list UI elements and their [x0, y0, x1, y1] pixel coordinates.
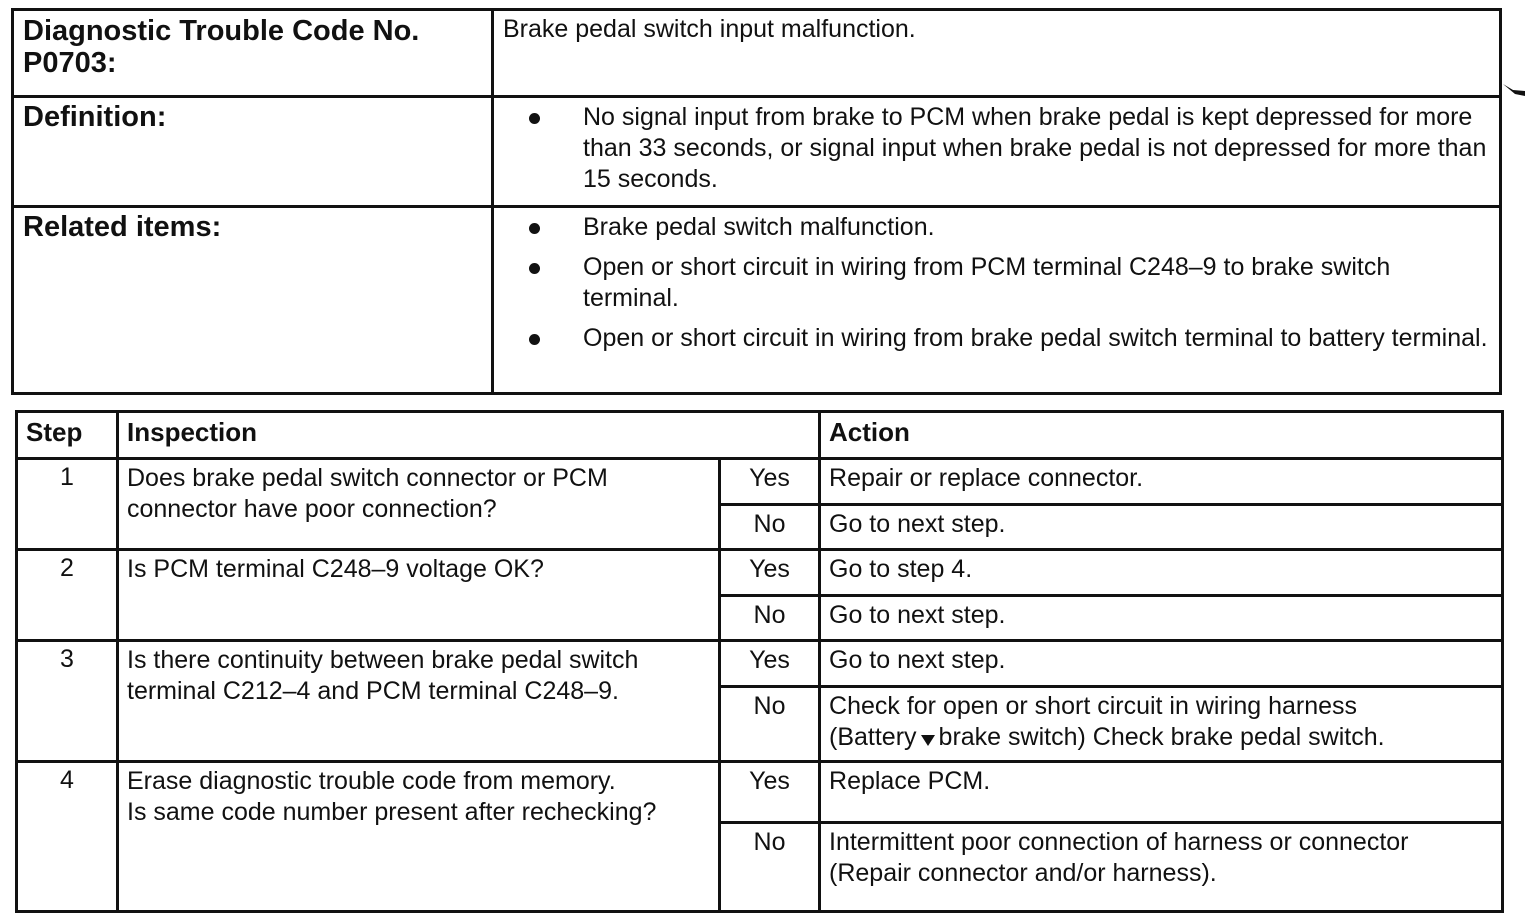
inspection-text: Is PCM terminal C248–9 voltage OK? [118, 550, 720, 641]
no-action-line: Check for open or short circuit in wiring harness [829, 692, 1358, 720]
related-item-text: Open or short circuit in wiring from brake pedal switch terminal to battery terminal. [583, 324, 1488, 352]
step-number: 3 [17, 641, 118, 762]
bullet-dot-icon [529, 223, 540, 234]
step-row [17, 641, 1503, 687]
no-action: Go to next step. [820, 596, 1503, 641]
no-action [820, 687, 1503, 762]
inspection-steps-table [15, 410, 1504, 913]
no-action-text: (Battery [829, 723, 917, 751]
no-action-line [829, 722, 1495, 753]
related-item [503, 323, 1491, 354]
yes-label: Yes [720, 550, 820, 596]
inspection-text: Does brake pedal switch connector or PCM connector have poor connection? [118, 459, 720, 550]
yes-action: Go to next step. [820, 641, 1503, 687]
related-items-row [13, 207, 1501, 394]
dtc-code-label: Diagnostic Trouble Code No. P0703: [13, 10, 493, 97]
no-label: No [720, 823, 820, 912]
yes-label: Yes [720, 641, 820, 687]
no-label: No [720, 687, 820, 762]
yes-label: Yes [720, 762, 820, 823]
bullet-dot-icon [529, 334, 540, 345]
definition-row [13, 97, 1501, 207]
yes-action: Replace PCM. [820, 762, 1503, 823]
step-column-header: Step [17, 412, 118, 459]
inspection-text [118, 762, 720, 912]
bullet-dot-icon [529, 113, 540, 124]
dtc-code-description: Brake pedal switch input malfunction. [493, 10, 1501, 97]
dtc-header-table [11, 8, 1502, 395]
definition-cell [493, 97, 1501, 207]
no-action: Go to next step. [820, 505, 1503, 550]
definition-item-text: No signal input from brake to PCM when brake pedal is kept depressed for more than 33 seconds, or signal input when brake pedal is not depressed for more than 15 seconds. [583, 103, 1487, 193]
related-item-text: Brake pedal switch malfunction. [583, 213, 935, 241]
related-item [503, 212, 1491, 243]
no-action: Intermittent poor connection of harness or connector (Repair connector and/or harness). [820, 823, 1503, 912]
scan-mark-icon [1503, 82, 1527, 98]
inspection-line: Erase diagnostic trouble code from memory. [127, 767, 616, 795]
step-number: 1 [17, 459, 118, 550]
yes-action: Repair or replace connector. [820, 459, 1503, 505]
step-row [17, 459, 1503, 505]
no-action-text: brake switch) Check brake pedal switch. [938, 723, 1385, 751]
inspection-line: Is same code number present after rechecking? [127, 798, 657, 826]
related-item [503, 252, 1491, 314]
related-items-cell [493, 207, 1501, 394]
no-label: No [720, 505, 820, 550]
yes-label: Yes [720, 459, 820, 505]
step-number: 2 [17, 550, 118, 641]
no-label: No [720, 596, 820, 641]
yes-action: Go to step 4. [820, 550, 1503, 596]
steps-header-row [17, 412, 1503, 459]
related-items-label: Related items: [13, 207, 493, 394]
related-item-text: Open or short circuit in wiring from PCM terminal C248–9 to brake switch terminal. [583, 253, 1391, 312]
definition-label: Definition: [13, 97, 493, 207]
definition-list [503, 102, 1491, 195]
action-column-header: Action [820, 412, 1503, 459]
step-row [17, 762, 1503, 823]
dtc-code-row [13, 10, 1501, 97]
step-row [17, 550, 1503, 596]
arrow-down-icon [921, 735, 935, 746]
inspection-column-header: Inspection [118, 412, 820, 459]
definition-item [503, 102, 1491, 195]
related-items-list [503, 212, 1491, 354]
step-number: 4 [17, 762, 118, 912]
bullet-dot-icon [529, 263, 540, 274]
inspection-text: Is there continuity between brake pedal switch terminal C212–4 and PCM terminal C248–9. [118, 641, 720, 762]
